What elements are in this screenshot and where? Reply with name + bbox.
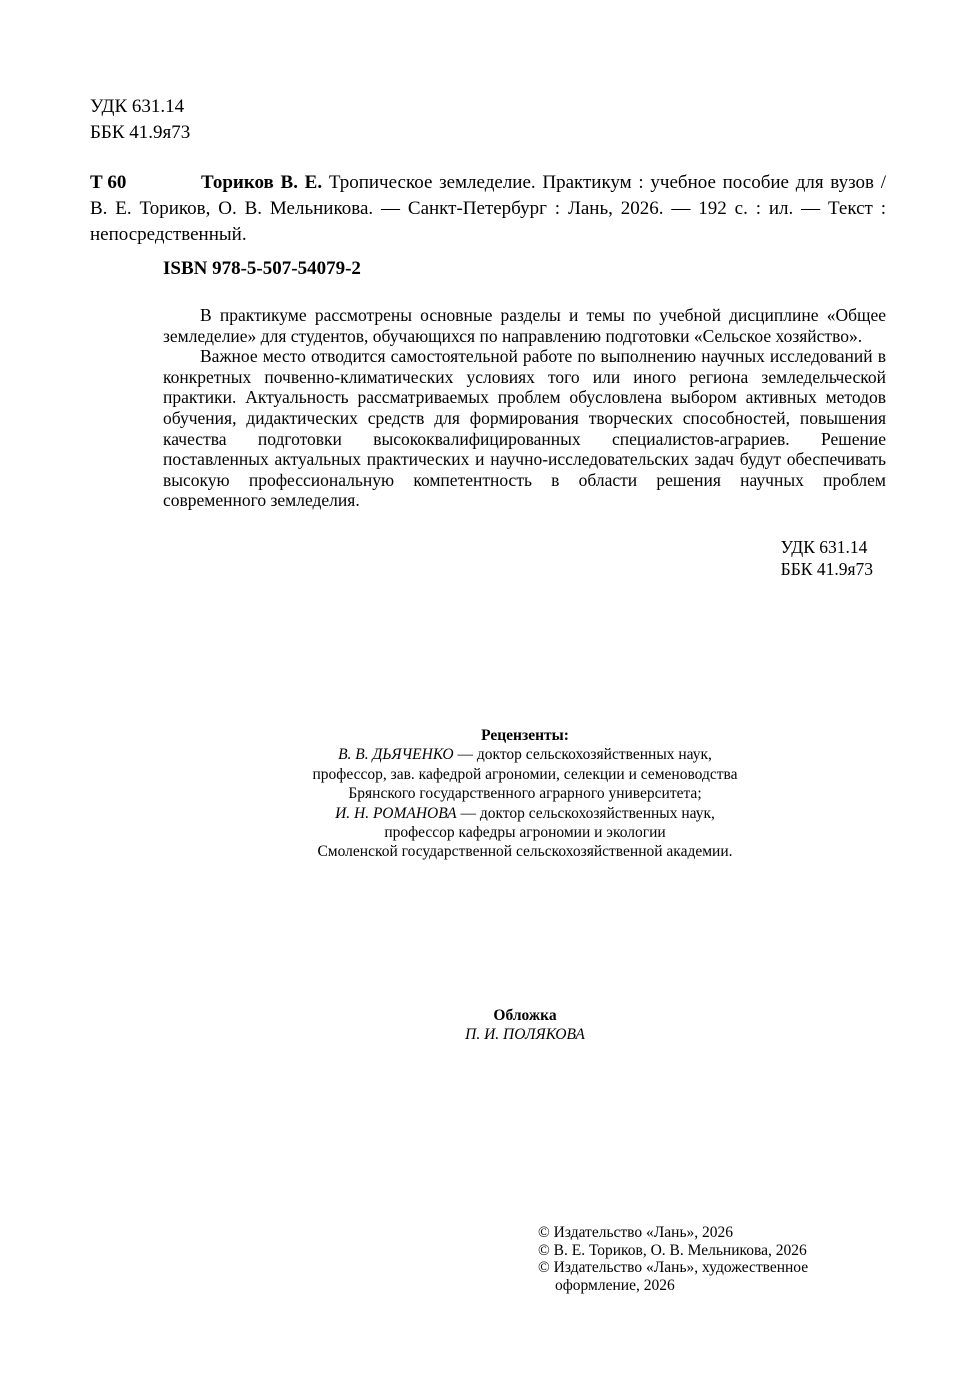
copyright-line: © Издательство «Лань», художественное — [538, 1259, 809, 1277]
isbn: ISBN 978-5-507-54079-2 — [163, 258, 361, 279]
reviewer-name: И. Н. РОМАНОВА — [335, 804, 457, 822]
bbk-code: ББК 41.9я73 — [90, 122, 191, 143]
bibliographic-description — [90, 170, 886, 248]
annotation-paragraph: В практикуме рассмотрены основные разделы и темы по учебной дисциплине «Общее земледелие» для студентов, обучающихся по направлению подготовки «Сельское хозяйство». — [163, 305, 886, 346]
reviewer-line — [175, 745, 875, 764]
classification-codes-top — [90, 94, 190, 146]
reviewer-name: В. В. ДЬЯЧЕНКО — [338, 746, 454, 764]
description-text: Тропическое земледелие. Практикум : учебное пособие для вузов / В. Е. Ториков, О. В. Мельникова. — Санкт-Петербург : Лань, 2026. — 192 с. : ил. — Текст : непосредственный. — [90, 172, 886, 245]
cover-heading: Обложка — [493, 1007, 557, 1024]
reviewer-degree: — доктор сельскохозяйственных наук, — [456, 804, 715, 822]
reviewers-block — [175, 726, 875, 862]
cover-designer: П. И. ПОЛЯКОВА — [465, 1026, 585, 1044]
reviewer-position: профессор, зав. кафедрой агрономии, селекции и семеноводства — [312, 765, 738, 783]
reviewer-line — [175, 804, 875, 823]
copyright-block — [538, 1224, 808, 1294]
udk-code: УДК 631.14 — [780, 537, 868, 557]
cutter-mark: Т 60 — [90, 172, 127, 193]
copyright-line: © Издательство «Лань», 2026 — [538, 1224, 734, 1241]
copyright-line: © В. Е. Ториков, О. В. Мельникова, 2026 — [538, 1241, 807, 1259]
bbk-code: ББК 41.9я73 — [780, 559, 873, 579]
catalog-entry — [90, 170, 886, 248]
annotation-paragraph: Важное место отводится самостоятельной работе по выполнению научных исследований в конкретных почвенно-климатических условиях того или иного региона земледельческой практики. Актуальность рассматриваемых проблем обусловлена выбором активных методов обучения, дидактических средств для формирования творческих способностей, повышения качества подготовки высококвалифицированных специалистов-аграриев. Решение поставленных актуальных практических и научно-исследовательских задач будут обеспечивать высокую профессиональную компетентность в области решения научных проблем современного земледелия. — [163, 346, 886, 511]
cover-credit — [175, 1006, 875, 1045]
reviewers-heading: Рецензенты: — [481, 727, 569, 744]
copyright-line: оформление, 2026 — [555, 1276, 675, 1294]
classification-codes-bottom — [781, 536, 873, 580]
reviewer-institution: Смоленской государственной сельскохозяйственной академии. — [317, 843, 733, 861]
annotation — [163, 305, 886, 511]
reviewer-degree: — доктор сельскохозяйственных наук, — [453, 746, 712, 764]
reviewer-institution: Брянского государственного аграрного университета; — [348, 785, 702, 803]
udk-code: УДК 631.14 — [90, 96, 185, 117]
reviewer-position: профессор кафедры агрономии и экологии — [384, 824, 666, 842]
author-name: Ториков В. Е. — [201, 172, 323, 193]
